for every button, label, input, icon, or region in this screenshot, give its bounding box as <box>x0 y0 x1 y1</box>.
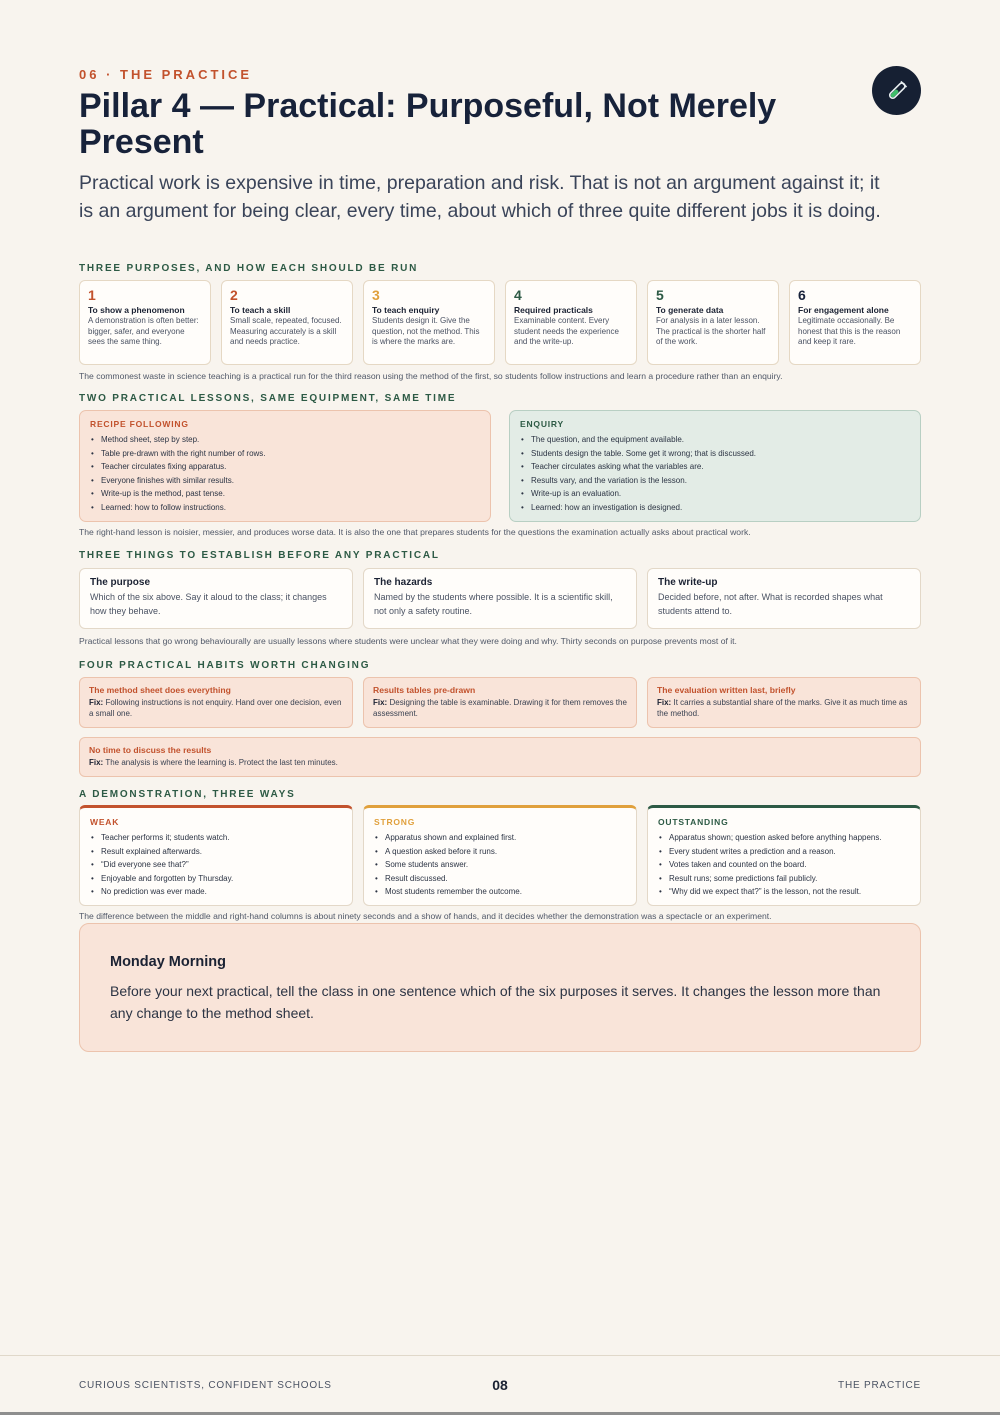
fix-label: Fix: <box>89 698 104 707</box>
page-title: Pillar 4 — Practical: Purposeful, Not Merely Present <box>79 87 777 161</box>
demo-card-strong <box>363 805 637 906</box>
establish-card <box>647 568 921 629</box>
habit-fix <box>657 698 911 719</box>
fix-label: Fix: <box>89 758 104 767</box>
habit-fix <box>89 698 343 719</box>
establish-title: The write-up <box>658 577 718 588</box>
list-item: • Some students answer. <box>374 858 626 872</box>
purpose-number: 1 <box>88 287 96 303</box>
list-item: • Everyone finishes with similar results. <box>90 474 480 488</box>
habit-title: The evaluation written last, briefly <box>657 685 796 695</box>
footer-publication: CURIOUS SCIENTISTS, CONFIDENT SCHOOLS <box>79 1380 332 1391</box>
purpose-body: Examinable content. Every student needs the experience and the write-up. <box>514 316 619 347</box>
establish-grid <box>79 568 921 629</box>
enquiry-list <box>520 433 910 514</box>
purposes-note: The commonest waste in science teaching is a practical run for the third reason using the method of the first, so students follow instructions and learn a procedure rather than an enquiry. <box>79 371 783 381</box>
purpose-number: 3 <box>372 287 380 303</box>
purpose-body: Students design it. Give the question, not the method. This is where the marks are. <box>372 316 480 347</box>
footer-divider <box>0 1355 1000 1356</box>
purpose-number: 6 <box>798 287 806 303</box>
purpose-card <box>647 280 779 365</box>
purpose-body: Legitimate occasionally. Be honest that this is the reason and keep it rare. <box>798 316 901 347</box>
list-item: • Votes taken and counted on the board. <box>658 858 910 872</box>
demo-list <box>658 831 910 899</box>
establish-title: The purpose <box>90 577 151 588</box>
footer-section: THE PRACTICE <box>838 1380 921 1391</box>
list-item: • Result discussed. <box>374 872 626 886</box>
callout-body: Before your next practical, tell the class in one sentence which of the six purposes it serves. It changes the lesson more than any change to the method sheet. <box>110 983 881 1021</box>
lessons-heading: TWO PRACTICAL LESSONS, SAME EQUIPMENT, SAME TIME <box>79 393 457 404</box>
demo-list <box>90 831 342 899</box>
demo-card-outstanding <box>647 805 921 906</box>
establish-card <box>79 568 353 629</box>
callout-title: Monday Morning <box>110 954 226 970</box>
list-item: • Learned: how to follow instructions. <box>90 501 480 515</box>
habit-fix-text: The analysis is where the learning is. Protect the last ten minutes. <box>105 758 338 767</box>
enquiry-tag: ENQUIRY <box>520 419 565 429</box>
habit-fix <box>373 698 627 719</box>
habit-fix <box>89 758 911 769</box>
purpose-number: 4 <box>514 287 522 303</box>
list-item: • Write-up is an evaluation. <box>520 487 910 501</box>
demo-tag: OUTSTANDING <box>658 817 729 827</box>
list-item: • Results vary, and the variation is the lesson. <box>520 474 910 488</box>
habit-card <box>647 677 921 728</box>
purpose-body: A demonstration is often better: bigger, safer, and everyone sees the same thing. <box>88 316 199 347</box>
demo-note: The difference between the middle and right-hand columns is about ninety seconds and a show of hands, and it decides whether the demonstration was a spectacle or an experiment. <box>79 911 772 921</box>
list-item: • Write-up is the method, past tense. <box>90 487 480 501</box>
list-item: • Enjoyable and forgotten by Thursday. <box>90 872 342 886</box>
habit-card <box>363 677 637 728</box>
purpose-title: To teach enquiry <box>372 305 440 315</box>
list-item: • “Did everyone see that?” <box>90 858 342 872</box>
purpose-body: For analysis in a later lesson. The practical is the shorter half of the work. <box>656 316 766 347</box>
fix-label: Fix: <box>373 698 388 707</box>
list-item: • No prediction was ever made. <box>90 885 342 899</box>
monday-morning-callout <box>79 923 921 1052</box>
lessons-note: The right-hand lesson is noisier, messier, and produces worse data. It is also the one that prepares students for the questions the examination actually asks about practical work. <box>79 527 751 537</box>
establish-body: Which of the six above. Say it aloud to the class; it changes how they behave. <box>90 592 327 616</box>
list-item: • Teacher circulates fixing apparatus. <box>90 460 480 474</box>
list-item: • Apparatus shown and explained first. <box>374 831 626 845</box>
purpose-title: For engagement alone <box>798 305 889 315</box>
list-item: • Result explained afterwards. <box>90 845 342 859</box>
establish-heading: THREE THINGS TO ESTABLISH BEFORE ANY PRACTICAL <box>79 550 440 561</box>
purpose-title: To generate data <box>656 305 724 315</box>
list-item: • Learned: how an investigation is designed. <box>520 501 910 515</box>
establish-title: The hazards <box>374 577 433 588</box>
habit-card <box>79 677 353 728</box>
habit-card <box>79 737 921 777</box>
page-number: 08 <box>492 1377 508 1393</box>
purpose-card <box>505 280 637 365</box>
establish-body: Named by the students where possible. It is a scientific skill, not only a safety routine. <box>374 592 613 616</box>
section-kicker: 06 · THE PRACTICE <box>79 67 253 82</box>
list-item: • A question asked before it runs. <box>374 845 626 859</box>
list-item: • “Why did we expect that?” is the lesson, not the result. <box>658 885 910 899</box>
purposes-grid <box>79 280 921 365</box>
list-item: • Teacher performs it; students watch. <box>90 831 342 845</box>
habit-fix-text: Following instructions is not enquiry. Hand over one decision, even a small one. <box>89 698 342 718</box>
habit-title: Results tables pre-drawn <box>373 685 476 695</box>
demo-tag: WEAK <box>90 817 120 827</box>
purpose-body: Small scale, repeated, focused. Measuring accurately is a skill and needs practice. <box>230 316 342 347</box>
establish-body: Decided before, not after. What is recorded shapes what students attend to. <box>658 592 883 616</box>
list-item: • Teacher circulates asking what the variables are. <box>520 460 910 474</box>
fix-label: Fix: <box>657 698 672 707</box>
lede-paragraph: Practical work is expensive in time, preparation and risk. That is not an argument against it; it is an argument for being clear, every time, about which of three quite different jobs it is doing. <box>79 172 881 222</box>
purpose-number: 2 <box>230 287 238 303</box>
purpose-card <box>221 280 353 365</box>
habits-heading: FOUR PRACTICAL HABITS WORTH CHANGING <box>79 660 371 671</box>
test-tube-icon <box>872 66 921 115</box>
recipe-tag: RECIPE FOLLOWING <box>90 419 189 429</box>
recipe-lesson-card <box>79 410 491 522</box>
recipe-list <box>90 433 480 514</box>
list-item: • Table pre-drawn with the right number of rows. <box>90 447 480 461</box>
demo-heading: A DEMONSTRATION, THREE WAYS <box>79 789 296 800</box>
purposes-heading: THREE PURPOSES, AND HOW EACH SHOULD BE RUN <box>79 263 419 274</box>
purpose-title: Required practicals <box>514 305 593 315</box>
habit-fix-text: It carries a substantial share of the marks. Give it as much time as the method. <box>657 698 908 718</box>
purpose-title: To show a phenomenon <box>88 305 185 315</box>
demo-list <box>374 831 626 899</box>
habit-title: The method sheet does everything <box>89 685 231 695</box>
establish-note: Practical lessons that go wrong behaviourally are usually lessons where students were unclear what they were doing and why. Thirty seconds on purpose prevents most of it. <box>79 636 737 646</box>
habit-title: No time to discuss the results <box>89 745 212 755</box>
purpose-card <box>789 280 921 365</box>
purpose-card <box>363 280 495 365</box>
list-item: • Most students remember the outcome. <box>374 885 626 899</box>
establish-card <box>363 568 637 629</box>
list-item: • Result runs; some predictions fail publicly. <box>658 872 910 886</box>
purpose-card <box>79 280 211 365</box>
demo-tag: STRONG <box>374 817 416 827</box>
list-item: • Students design the table. Some get it wrong; that is discussed. <box>520 447 910 461</box>
demo-card-weak <box>79 805 353 906</box>
list-item: • Apparatus shown; question asked before anything happens. <box>658 831 910 845</box>
habit-fix-text: Designing the table is examinable. Drawing it for them removes the assessment. <box>373 698 627 718</box>
purpose-number: 5 <box>656 287 664 303</box>
demo-grid <box>79 805 921 906</box>
list-item: • Every student writes a prediction and a reason. <box>658 845 910 859</box>
purpose-title: To teach a skill <box>230 305 291 315</box>
list-item: • Method sheet, step by step. <box>90 433 480 447</box>
enquiry-lesson-card <box>509 410 921 522</box>
list-item: • The question, and the equipment available. <box>520 433 910 447</box>
